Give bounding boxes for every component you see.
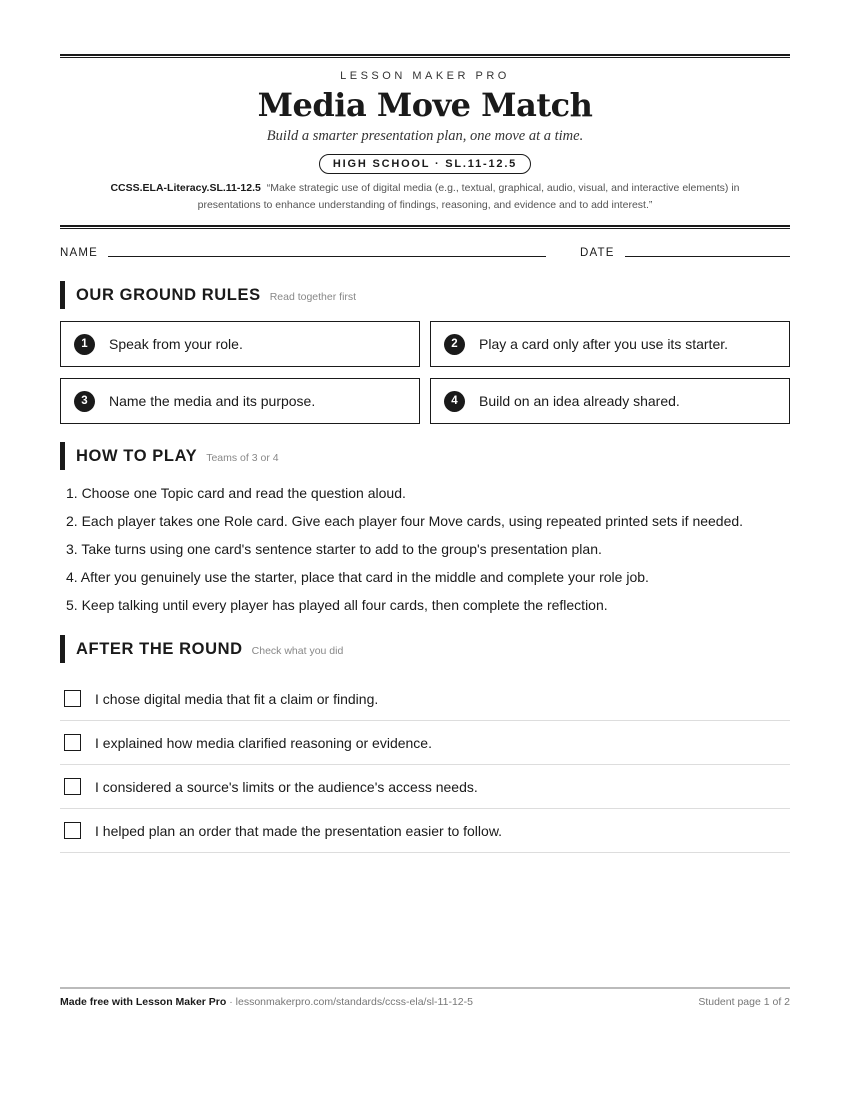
header-double-rule	[60, 225, 790, 229]
footer-page-number: Student page 1 of 2	[698, 996, 790, 1008]
footer-url: · lessonmakerpro.com/standards/ccss-ela/sl-11-12-5	[226, 996, 473, 1008]
page-footer	[60, 987, 790, 1008]
reflection-checklist	[60, 677, 790, 853]
ground-rules-header	[60, 281, 790, 309]
after-round-subheading: Check what you did	[251, 644, 344, 657]
checklist-text: I chose digital media that fit a claim or finding.	[95, 690, 379, 707]
worksheet-title: Media Move Match	[257, 86, 593, 124]
step-item: 1. Choose one Topic card and read the question aloud.	[66, 485, 406, 501]
after-round-heading: AFTER THE ROUND	[76, 639, 243, 658]
rule-text: Play a card only after you use its starter.	[479, 336, 729, 352]
how-to-play-header	[60, 442, 790, 470]
rule-text: Speak from your role.	[109, 336, 243, 352]
ground-rules-heading: OUR GROUND RULES	[76, 285, 261, 304]
ground-rule-card	[60, 378, 420, 424]
name-field[interactable]	[108, 256, 546, 257]
checklist-item	[60, 765, 790, 809]
rule-number-badge: 3	[74, 391, 95, 412]
standard-description	[60, 180, 790, 214]
checklist-text: I explained how media clarified reasoning or evidence.	[95, 734, 432, 751]
step-item: 3. Take turns using one card's sentence starter to add to the group's presentation plan.	[66, 541, 602, 557]
rule-number-badge: 1	[74, 334, 95, 355]
rule-text: Name the media and its purpose.	[109, 393, 316, 409]
standard-code: CCSS.ELA-Literacy.SL.11-12.5	[110, 182, 261, 194]
how-to-play-steps	[60, 479, 790, 619]
date-field[interactable]	[625, 256, 790, 257]
top-double-rule	[60, 54, 790, 58]
checkbox[interactable]	[64, 822, 81, 839]
step-item: 4. After you genuinely use the starter, place that card in the middle and complete your role job.	[66, 569, 649, 585]
rule-number-badge: 4	[444, 391, 465, 412]
footer-credit	[60, 996, 473, 1008]
how-to-play-subheading: Teams of 3 or 4	[206, 451, 279, 464]
ground-rule-card	[430, 321, 790, 367]
checklist-text: I considered a source's limits or the audience's access needs.	[95, 778, 478, 795]
checkbox[interactable]	[64, 734, 81, 751]
ground-rule-card	[430, 378, 790, 424]
standard-text: “Make strategic use of digital media (e.g., textual, graphical, audio, visual, and interactive elements) in presentations to enhance understanding of findings, reasoning, and evidence and to add interest.”	[197, 182, 740, 211]
name-label: NAME	[60, 247, 99, 259]
checkbox[interactable]	[64, 690, 81, 707]
ground-rules-subheading: Read together first	[269, 290, 357, 303]
rule-number-badge: 2	[444, 334, 465, 355]
grade-level-badge: HIGH SCHOOL · SL.11-12.5	[319, 154, 531, 174]
footer-made-with: Made free with Lesson Maker Pro	[60, 996, 227, 1008]
how-to-play-heading: HOW TO PLAY	[76, 446, 198, 465]
brand-name: LESSON MAKER PRO	[340, 70, 510, 82]
ground-rule-card	[60, 321, 420, 367]
checklist-item	[60, 721, 790, 765]
ground-rules-grid	[60, 321, 790, 424]
date-label: DATE	[580, 247, 615, 259]
worksheet-page	[60, 54, 790, 853]
checklist-item	[60, 677, 790, 721]
checklist-item	[60, 809, 790, 853]
rule-text: Build on an idea already shared.	[479, 393, 680, 409]
step-item: 5. Keep talking until every player has played all four cards, then complete the reflection.	[66, 597, 608, 613]
step-item: 2. Each player takes one Role card. Give each player four Move cards, using repeated printed sets if needed.	[66, 513, 744, 529]
name-date-row	[60, 247, 790, 259]
worksheet-subtitle: Build a smarter presentation plan, one move at a time.	[266, 128, 584, 144]
checkbox[interactable]	[64, 778, 81, 795]
checklist-text: I helped plan an order that made the presentation easier to follow.	[95, 822, 503, 839]
after-round-header	[60, 635, 790, 663]
